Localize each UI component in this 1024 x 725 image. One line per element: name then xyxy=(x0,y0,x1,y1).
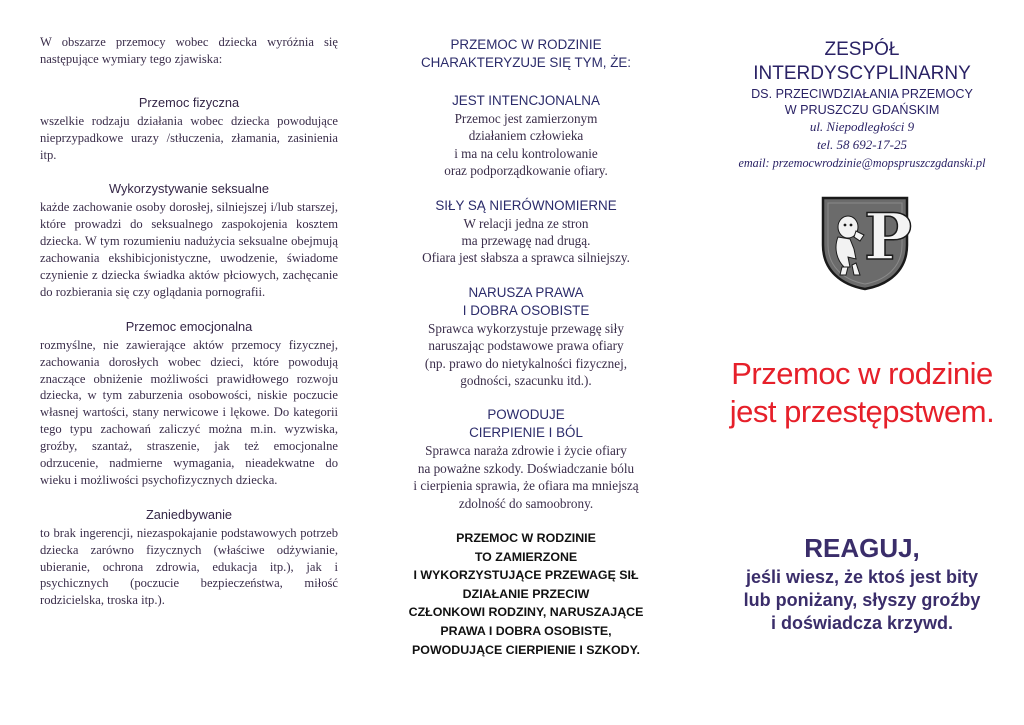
org-subtitle: DS. PRZECIWDZIAŁANIA PRZEMOCY W PRUSZCZU GDAŃSKIM xyxy=(751,87,973,117)
left-column xyxy=(40,34,338,627)
section-sexual-abuse xyxy=(40,181,338,300)
trait-title: POWODUJE CIERPIENIE I BÓL xyxy=(469,407,583,441)
trait-text: Sprawca wykorzystuje przewagę siły naruszając podstawowe prawa ofiary (np. prawo do nietykalności fizycznej, godności, szacunku itd.). xyxy=(424,320,628,389)
headline: Przemoc w rodzinie jest przestępstwem. xyxy=(729,356,995,429)
org-title: ZESPÓŁ INTERDYSCYPLINARNY xyxy=(753,39,971,84)
email-line xyxy=(712,154,1012,172)
section-title: Przemoc fizyczna xyxy=(138,94,240,110)
trait-causes-suffering xyxy=(378,406,674,512)
section-text: każde zachowanie osoby dorosłej, silniejszej i/lub starszej, które prowadzi do seksualnego zaspokojenia kosztem dziecka. W tym rozumieniu nadużycia seksualne obejmują zachowania ekshibicjonistyczne, uwodzenie, świadome czynienie z dziecka świadka aktów płciowych, zachęcanie do rozbierania się czy oglądania pornografii. xyxy=(40,200,338,299)
react-title: REAGUJ, xyxy=(804,533,920,563)
address: ul. Niepodległości 9 xyxy=(809,119,915,134)
email-label: email: xyxy=(738,156,770,170)
trait-intentional xyxy=(378,92,674,180)
section-emotional-violence xyxy=(40,319,338,489)
phone: tel. 58 692-17-25 xyxy=(817,137,907,152)
middle-column xyxy=(378,36,674,672)
trait-title: JEST INTENCJONALNA xyxy=(452,93,600,108)
trait-unequal-power xyxy=(378,197,674,267)
trait-text: Przemoc jest zamierzonym działaniem człowieka i ma na celu kontrolowanie oraz podporządkowanie ofiary. xyxy=(444,111,608,179)
contact-block xyxy=(712,38,1012,172)
trait-text: Sprawca naraża zdrowie i życie ofiary na poważne szkody. Doświadczanie bólu i cierpienia sprawia, że ofiara ma mniejszą zdolność do samoobrony. xyxy=(413,443,639,511)
definition-summary: PRZEMOC W RODZINIE TO ZAMIERZONE I WYKORZYSTUJĄCE PRZEWAGĘ SIŁ DZIAŁANIE PRZECIW CZŁONKOWI RODZINY, NARUSZAJĄCE PRAWA I DOBRA OSOBISTE, POWODUJĄCE CIERPIENIE I SZKODY. xyxy=(408,531,644,657)
pruszcz-crest-icon xyxy=(820,195,913,291)
trait-title: SIŁY SĄ NIERÓWNOMIERNE xyxy=(435,197,617,213)
section-title: Zaniedbywanie xyxy=(145,506,233,522)
email-address: przemocwrodzinie@mopspruszczgdanski.pl xyxy=(772,156,986,170)
react-block xyxy=(712,532,1012,635)
section-neglect xyxy=(40,507,338,609)
trait-text: W relacji jedna ze stron ma przewagę nad drugą. Ofiara jest słabsza a sprawca silniejszy. xyxy=(422,215,630,266)
section-text: to brak ingerencji, niezaspokajanie podstawowych potrzeb dziecka zarówno fizycznych (właściwe odżywianie, ubieranie, ochrona zdrowia, edukacja itp.), jak i psychicznych (poczucie bezpieczeństwa, miłość rodzicielska, troska itp.). xyxy=(40,525,338,608)
react-text: jeśli wiesz, że ktoś jest bity lub poniżany, słyszy groźby i doświadcza krzywd. xyxy=(743,567,981,633)
trait-violates-rights xyxy=(378,284,674,390)
section-physical-violence xyxy=(40,95,338,164)
trait-title: NARUSZA PRAWA I DOBRA OSOBISTE xyxy=(462,284,590,318)
section-text: wszelkie rodzaju działania wobec dziecka powodujące nieprzypadkowe urazy /stłuczenia, złamania, zasinienia itp. xyxy=(40,113,338,162)
crest-letter: P xyxy=(864,200,913,275)
section-text: rozmyślne, nie zawierające aktów przemocy fizycznej, zachowania dorosłych wobec dzieci, które powodują znaczące obniżenie możliwości prawidłowego rozwoju dziecka, w tym zaburzenia osobowości, niskie poczucie własnej wartości, stany nerwicowe i lękowe. Do kategorii tego typu zachowań zaliczyć można m.in. wyzwiska, groźby, szantaż, straszenie, jak też emocjonalne odrzucenie, nadmierne wymagania, nieadekwatne do wieku i możliwości psychofizycznych dziecka. xyxy=(40,337,338,487)
middle-header: PRZEMOC W RODZINIE CHARAKTERYZUJE SIĘ TYM, ŻE: xyxy=(420,37,632,70)
section-title: Wykorzystywanie seksualne xyxy=(109,181,269,197)
section-title: Przemoc emocjonalna xyxy=(125,318,253,334)
intro-text: W obszarze przemocy wobec dziecka wyróżnia się następujące wymiary tego zjawiska: xyxy=(40,35,338,66)
